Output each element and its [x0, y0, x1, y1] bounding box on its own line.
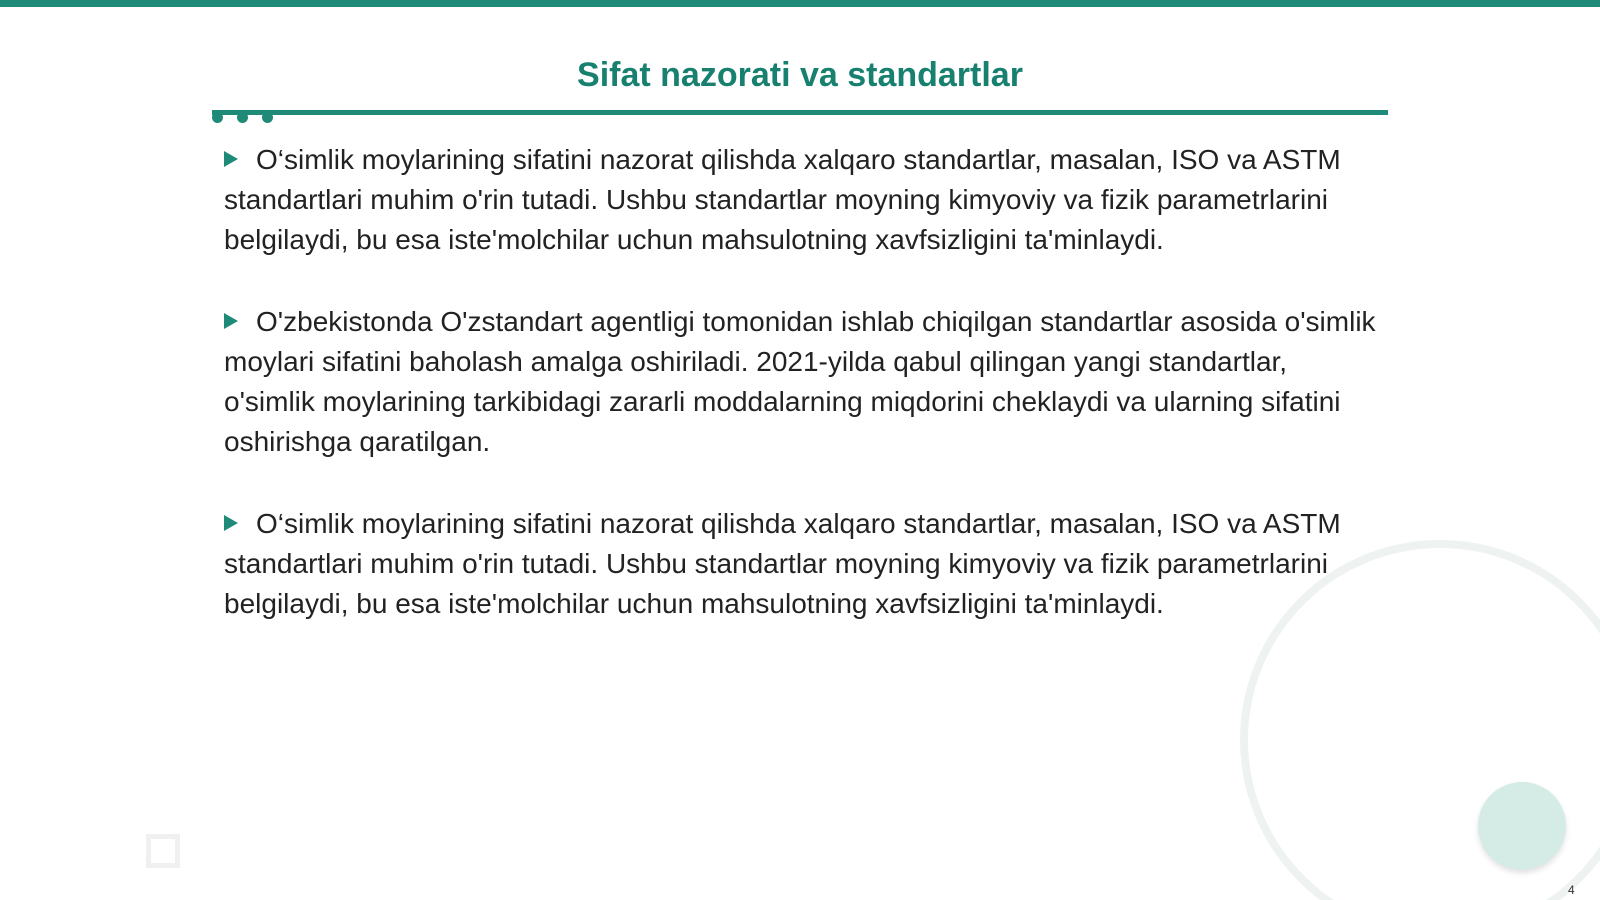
decor-dot — [237, 112, 248, 123]
top-accent-bar — [0, 0, 1600, 7]
bullet-list — [224, 140, 1384, 666]
title-underline-dots — [212, 112, 282, 126]
bullet-item-1 — [224, 140, 1384, 260]
triangle-right-icon — [224, 313, 238, 329]
bullet-item-2 — [224, 302, 1384, 462]
decorative-circle — [1478, 782, 1566, 870]
bullet-text: O‘simlik moylarining sifatini nazorat qilishda xalqaro standartlar, masalan, ISO va ASTM standartlari muhim o'rin tutadi. Ushbu standartlar moyning kimyoviy va fizik parametrlarini belgilaydi, bu esa iste'molchilar uchun mahsulotning xavfsizligini ta'minlaydi. — [224, 508, 1341, 619]
page-number: 4 — [1568, 883, 1575, 897]
bullet-text: O'zbekistonda O'zstandart agentligi tomonidan ishlab chiqilgan standartlar asosida o'simlik moylari sifatini baholash amalga oshiriladi. 2021-yilda qabul qilingan yangi standartlar, o'simlik moylarining tarkibidagi zararli moddalarning miqdorini cheklaydi va ularning sifatini oshirishga qaratilgan. — [224, 306, 1376, 457]
slide-title: Sifat nazorati va standartlar — [577, 56, 1023, 94]
triangle-right-icon — [224, 151, 238, 167]
decorative-square — [146, 834, 180, 868]
decor-dot — [212, 112, 223, 123]
decor-dot — [262, 112, 273, 123]
bullet-text: O‘simlik moylarining sifatini nazorat qilishda xalqaro standartlar, masalan, ISO va ASTM standartlari muhim o'rin tutadi. Ushbu standartlar moyning kimyoviy va fizik parametrlarini belgilaydi, bu esa iste'molchilar uchun mahsulotning xavfsizligini ta'minlaydi. — [224, 144, 1341, 255]
triangle-right-icon — [224, 515, 238, 531]
bullet-item-3 — [224, 504, 1384, 624]
title-underline — [212, 110, 1388, 115]
